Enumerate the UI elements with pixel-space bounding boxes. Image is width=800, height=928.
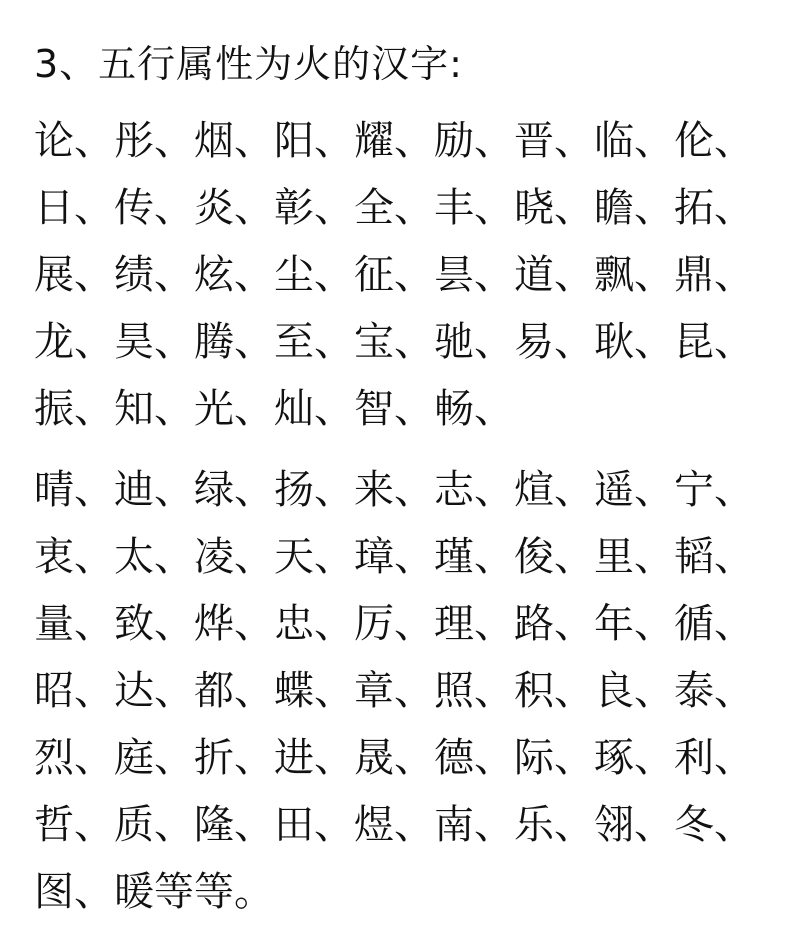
character-line: 振、知、光、灿、智、畅、: [34, 386, 514, 432]
character-line: 烈、庭、折、进、晟、德、际、琢、利、: [34, 735, 754, 781]
character-paragraph-1: [34, 108, 800, 443]
character-line: 晴、迪、绿、扬、来、志、煊、遥、宁、: [34, 467, 754, 513]
character-paragraph-2: [34, 457, 800, 926]
character-line: 展、绩、炫、尘、征、昙、道、飘、鼎、: [34, 252, 754, 298]
character-line: 衷、太、凌、天、璋、瑾、俊、里、韬、: [34, 534, 754, 580]
section-heading: 3、五行属性为火的汉字:: [34, 42, 463, 86]
character-line: 论、彤、烟、阳、耀、励、晋、临、伦、: [34, 118, 754, 164]
character-line: 龙、昊、腾、至、宝、驰、易、耿、昆、: [34, 319, 754, 365]
character-line: 图、暖等等。: [34, 869, 274, 915]
character-line: 哲、质、隆、田、煜、南、乐、翎、冬、: [34, 802, 754, 848]
character-line: 日、传、炎、彰、全、丰、晓、瞻、拓、: [34, 185, 754, 231]
character-line: 昭、达、都、蝶、章、照、积、良、泰、: [34, 668, 754, 714]
character-line: 量、致、烨、忠、厉、理、路、年、循、: [34, 601, 754, 647]
